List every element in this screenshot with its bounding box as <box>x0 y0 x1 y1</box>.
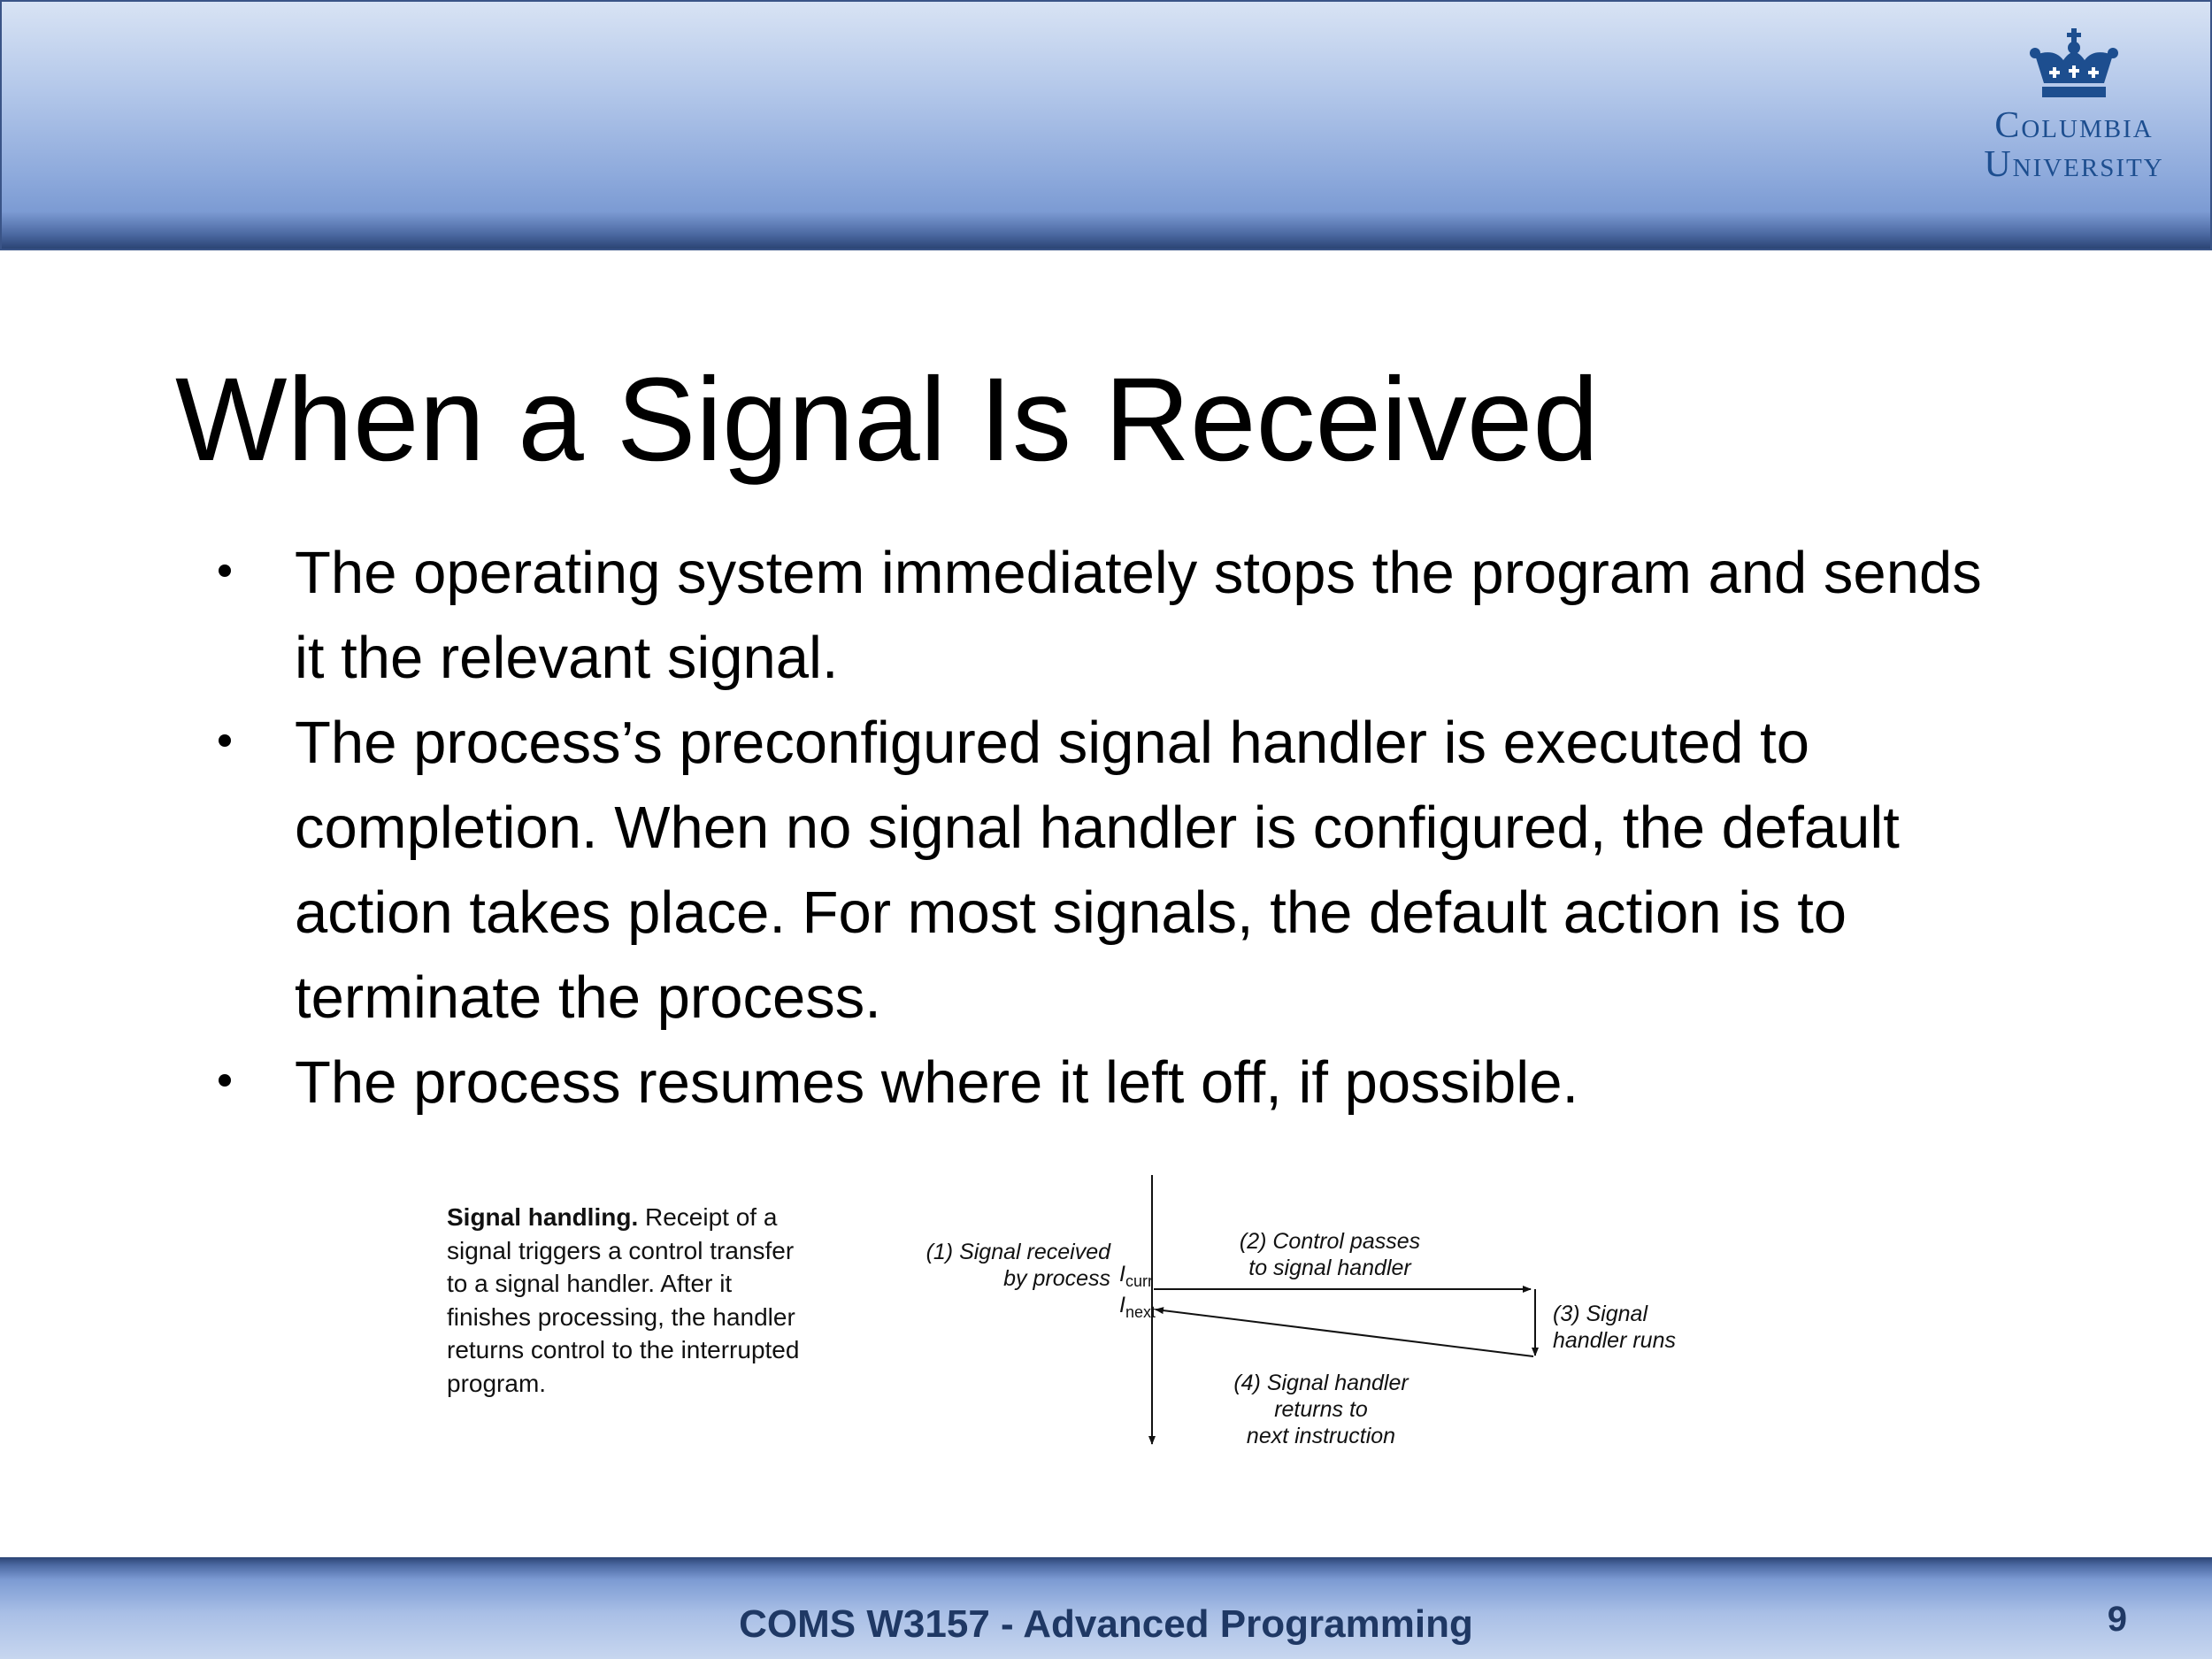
slide-title: When a Signal Is Received <box>175 354 1599 486</box>
bullet-list <box>0 531 2212 1125</box>
signal-handling-figure <box>429 1168 1721 1451</box>
i-next-label: $I_{next}$ <box>1119 1293 1156 1321</box>
bullet-text: The process’s preconfigured signal handler is executed to completion. When no signal handler is configured, the default action takes place. For most signals, the default action is to terminate the process. <box>295 710 1900 1031</box>
slide-header-bar <box>0 0 2212 250</box>
bullet-dot-icon <box>219 565 231 577</box>
bullet-text: The operating system immediately stops the program and sends it the relevant signal. <box>295 540 1982 691</box>
figure-caption-body: Receipt of a signal triggers a control transfer to a signal handler. After it finishes processing, the handler returns control to the interrupted program. <box>447 1203 800 1397</box>
logo-text-university: University <box>1984 144 2164 185</box>
step1-label: (1) Signal received by process <box>926 1240 1110 1291</box>
handler-return-arrow <box>1156 1310 1533 1356</box>
slide-footer-bar <box>0 1557 2212 1659</box>
crown-icon <box>2028 28 2120 106</box>
signal-flow-diagram <box>429 1168 1721 1451</box>
step4-label: (4) Signal handler returns to next instruction <box>1233 1371 1409 1448</box>
bullet-text: The process resumes where it left off, if possible. <box>295 1049 1579 1116</box>
bullet-item <box>0 1041 2020 1125</box>
bullet-dot-icon <box>219 734 231 747</box>
step2-label: (2) Control passes to signal handler <box>1239 1229 1421 1280</box>
logo-text-columbia: Columbia <box>1994 105 2154 146</box>
page-number: 9 <box>2107 1600 2127 1639</box>
figure-caption-title: Signal handling. <box>447 1203 639 1231</box>
step3-label: (3) Signal handler runs <box>1553 1302 1676 1353</box>
bullet-item <box>0 701 2020 1041</box>
course-title: COMS W3157 - Advanced Programming <box>739 1602 1473 1646</box>
bullet-dot-icon <box>219 1074 231 1087</box>
columbia-logo <box>1950 28 2198 184</box>
bullet-item <box>0 531 2020 701</box>
i-curr-label: $I_{curr}$ <box>1119 1262 1153 1290</box>
